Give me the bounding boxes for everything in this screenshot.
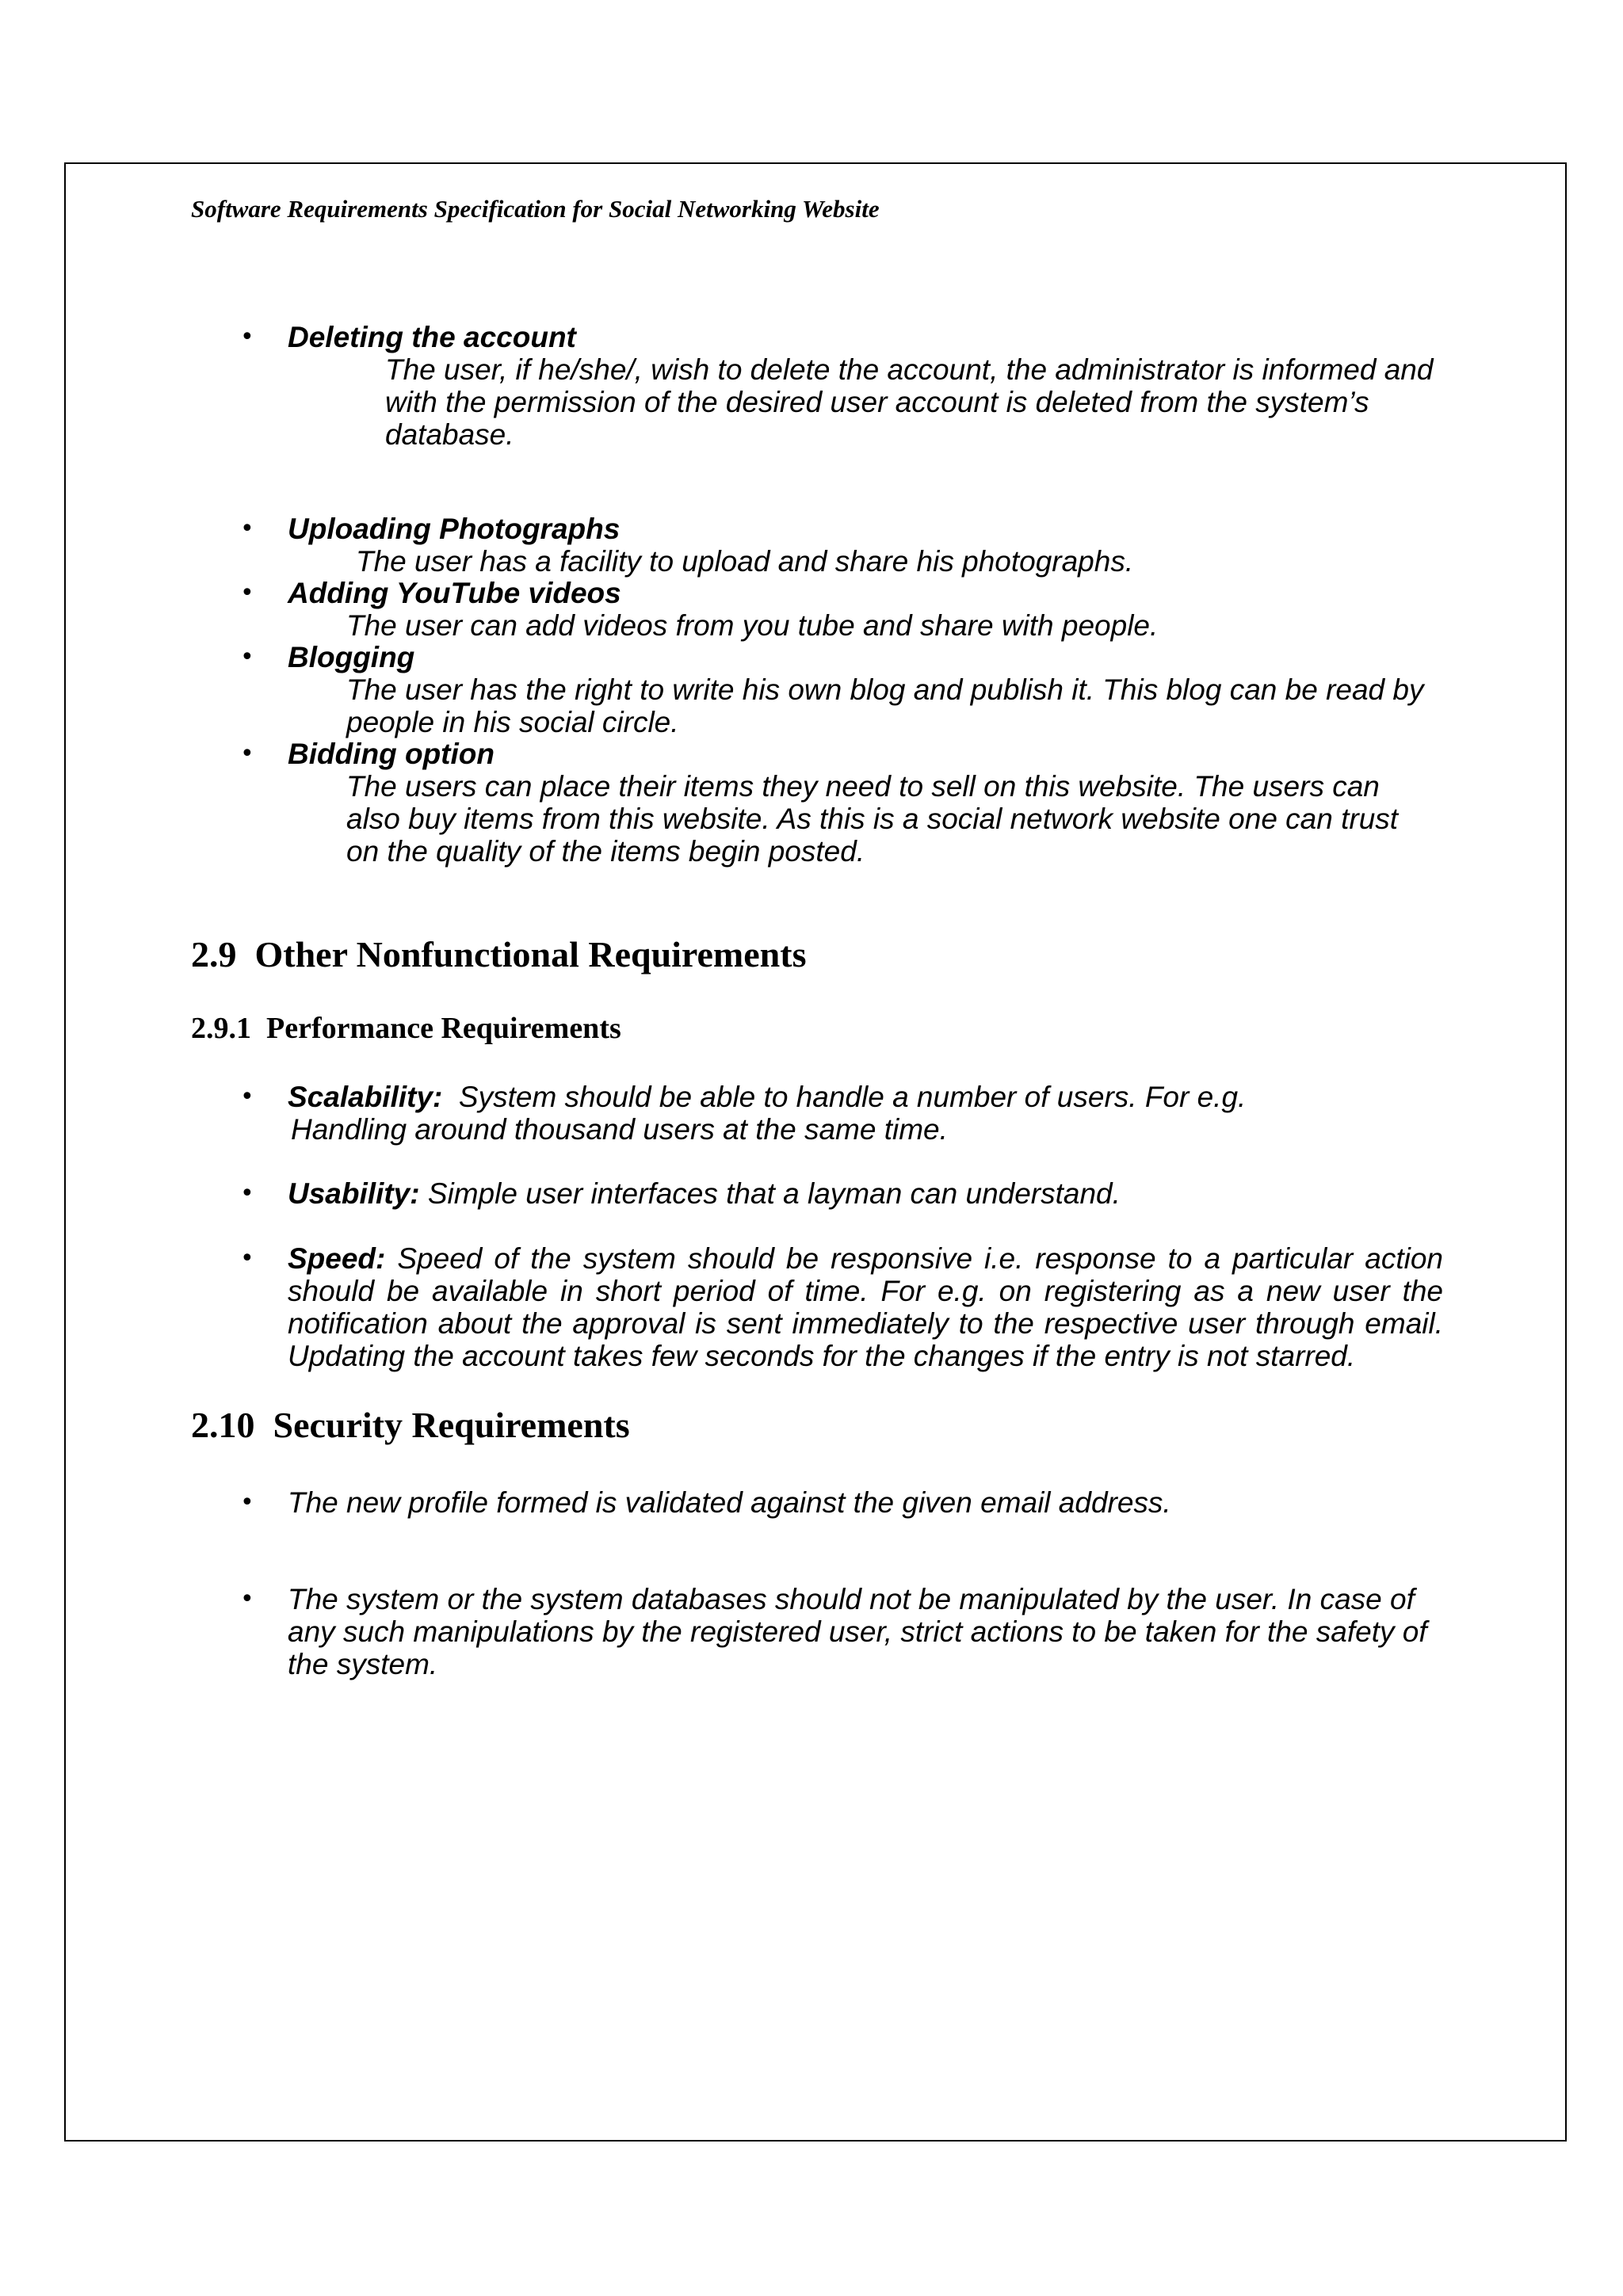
item-term: Speed: (288, 1242, 386, 1275)
bullet-icon: • (240, 740, 254, 768)
feature-title-deleting-account: Deleting the account (288, 321, 576, 353)
item-term: Scalability: (288, 1081, 443, 1113)
feature-desc-line: people in his social circle. (346, 706, 679, 738)
bullet-icon: • (240, 515, 254, 543)
feature-desc-line: The user has a facility to upload and share his photographs. (356, 545, 1134, 578)
page-frame (64, 162, 1567, 2142)
bullet-icon: • (240, 1489, 254, 1516)
feature-desc-line: The user can add videos from you tube and share with people. (346, 609, 1159, 642)
feature-desc-line: database. (385, 418, 514, 451)
feature-desc-line: on the quality of the items begin posted. (346, 835, 865, 868)
subsection-heading-2-9-1 (191, 1011, 621, 1046)
item-text-continued: Handling around thousand users at the same time. (291, 1113, 948, 1146)
section-title: Security Requirements (273, 1405, 630, 1445)
feature-desc-line: with the permission of the desired user account is deleted from the system’s (385, 386, 1369, 418)
bullet-icon: • (240, 1585, 254, 1613)
bullet-icon: • (240, 643, 254, 671)
bullet-icon: • (240, 1180, 254, 1207)
section-number: 2.9 (191, 934, 237, 974)
feature-desc-line: The users can place their items they need to sell on this website. The users can (346, 770, 1380, 803)
feature-desc-line: also buy items from this website. As this is a social network website one can trust (346, 803, 1399, 835)
section-title: Other Nonfunctional Requirements (254, 934, 807, 974)
security-item: The new profile formed is validated against the given email address. (288, 1486, 1171, 1519)
feature-title-uploading-photographs: Uploading Photographs (288, 513, 621, 545)
section-number: 2.10 (191, 1405, 255, 1445)
feature-title-adding-youtube-videos: Adding YouTube videos (288, 577, 621, 609)
feature-title-blogging: Blogging (288, 641, 415, 673)
subsection-number: 2.9.1 (191, 1012, 251, 1045)
feature-desc-line: The user, if he/she/, wish to delete the account, the administrator is informed and (385, 353, 1434, 386)
list-item-speed (288, 1242, 1443, 1372)
list-item-usability (288, 1177, 1121, 1210)
item-text: System should be able to handle a number of users. For e.g. (458, 1081, 1247, 1113)
running-header: Software Requirements Specification for Social Networking Website (191, 195, 880, 223)
item-text: Simple user interfaces that a layman can understand. (427, 1177, 1121, 1210)
bullet-icon: • (240, 323, 254, 351)
feature-desc-line: The user has the right to write his own blog and publish it. This blog can be read by (346, 673, 1424, 706)
section-heading-2-10 (191, 1404, 630, 1446)
bullet-icon: • (240, 1083, 254, 1111)
subsection-title: Performance Requirements (266, 1012, 621, 1045)
section-heading-2-9 (191, 933, 806, 975)
feature-title-bidding-option: Bidding option (288, 738, 495, 770)
list-item-scalability (288, 1081, 1246, 1113)
security-item: The system or the system databases should not be manipulated by the user. In case of any such manipulations by the registered user, strict actions to be taken for the safety of the system. (288, 1583, 1427, 1680)
item-text: Speed of the system should be responsive i.e. response to a particular action should be available in short period of time. For e.g. on registering as a new user the notification about the approval is sent immediately to the respective user through email. Updating the account takes few seconds for the changes if the entry is not starred. (288, 1242, 1444, 1372)
bullet-icon: • (240, 1245, 254, 1272)
item-term: Usability: (288, 1177, 420, 1210)
bullet-icon: • (240, 579, 254, 607)
